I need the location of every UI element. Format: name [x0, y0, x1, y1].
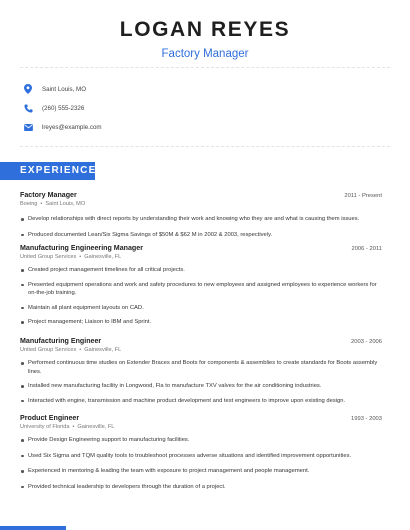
- job-bullet: Project management; Liaison to IBM and Sprint.: [20, 318, 382, 327]
- job-bullet: Provide Design Engineering support to manufacturing facilities.: [20, 436, 382, 445]
- job-entry: Manufacturing Engineer 2003 - 2006 United Group Services • Gainesville, FL Performed continuous time studies on Extender Braces and Boots for components & assemblies to create standards for Boots assembly lines. Installed new manufacturing facility in Longwood, Fla to manufacture TXV valves for the air conditioning industries. Interacted with engine, transmission and machine product development and test engineers to improve upon existing design.: [20, 337, 382, 404]
- job-location: Gainesville, FL: [77, 424, 115, 430]
- job-bullet: Used Six Sigma and TQM quality tools to troubleshoot processes adverse situations and identified improvement opportunities.: [20, 452, 382, 461]
- job-entry: Factory Manager 2011 - Present Boeing • Saint Louis, MO Develop relationships with direct reports by understanding their work and knowing who they are and what is causing them issues. Produced documented Lean/Six Sigma Savings of $50M & $62 M in 2002 & 2003, respectively.: [20, 191, 382, 238]
- phone-icon: [23, 103, 33, 113]
- job-company: United Group Services: [20, 347, 77, 353]
- contact-info: [23, 80, 363, 137]
- job-bullet: Provided technical leadership to developers through the duration of a project.: [20, 483, 382, 492]
- job-location: Saint Louis, MO: [45, 201, 86, 207]
- contact-location-text: Saint Louis, MO: [42, 85, 87, 93]
- job-bullet: Presented equipment operations and work and safety procedures to new employees and assigned employees to experience workers for on-the-job training.: [20, 281, 382, 298]
- job-dates: 2003 - 2006: [351, 339, 382, 345]
- job-location: Gainesville, FL: [84, 347, 122, 353]
- contact-email-text[interactable]: lreyes@example.com: [42, 123, 102, 131]
- job-bullet: Interacted with engine, transmission and machine product development and test engineers to improve upon existing design.: [20, 397, 382, 406]
- candidate-name: LOGAN REYES: [119, 18, 291, 41]
- contact-divider: [20, 146, 390, 147]
- job-title: Manufacturing Engineer: [20, 337, 102, 345]
- job-bullet: Installed new manufacturing facility in Longwood, Fla to manufacture TXV valves for the air conditioning industries.: [20, 382, 382, 391]
- section-accent-bar: [0, 526, 66, 530]
- job-bullet: Maintain all plant equipment layouts on CAD.: [20, 304, 382, 313]
- header-divider: [20, 67, 390, 68]
- job-title: Manufacturing Engineering Manager: [20, 244, 143, 252]
- job-company: University of Florida: [20, 424, 70, 430]
- resume-header: [0, 18, 410, 61]
- job-title: Factory Manager: [20, 191, 77, 199]
- job-company: Boeing: [20, 201, 38, 207]
- job-dates: 1993 - 2003: [351, 416, 382, 422]
- candidate-title: Factory Manager: [161, 48, 249, 60]
- envelope-icon: [23, 122, 33, 132]
- job-location: Gainesville, FL: [84, 254, 122, 260]
- location-pin-icon: [23, 84, 33, 94]
- contact-phone-text: (260) 555-2326: [42, 104, 85, 112]
- contact-location: [23, 80, 363, 98]
- job-bullet: Develop relationships with direct reports by understanding their work and knowing who they are and what is causing them issues.: [20, 215, 382, 224]
- experience-heading: EXPERIENCE: [0, 162, 95, 180]
- job-bullet: Performed continuous time studies on Extender Braces and Boots for components & assemblies to create standards for Boots assembly lines.: [20, 359, 382, 376]
- job-title: Product Engineer: [20, 414, 80, 422]
- job-bullet: Produced documented Lean/Six Sigma Savings of $50M & $62 M in 2002 & 2003, respectively.: [20, 231, 382, 240]
- job-dates: 2011 - Present: [344, 193, 382, 199]
- job-bullet: Created project management timelines for all critical projects.: [20, 266, 382, 275]
- contact-phone: [23, 99, 363, 117]
- job-entry: Product Engineer 1993 - 2003 University of Florida • Gainesville, FL Provide Design Engineering support to manufacturing facilities. Used Six Sigma and TQM quality tools to troubleshoot processes adverse situations and identified improvement opportunities. Experienced in mentoring & leading the team with exposure to project management and people management. Provided technical leadership to developers through the duration of a project.: [20, 414, 382, 490]
- contact-email[interactable]: [23, 118, 363, 136]
- job-dates: 2006 - 2011: [351, 246, 382, 252]
- job-entry: Manufacturing Engineering Manager 2006 - 2011 United Group Services • Gainesville, FL Created project management timelines for all critical projects. Presented equipment operations and work and safety procedures to new employees and assigned employees to experience workers for on-the-job training. Maintain all plant equipment layouts on CAD. Project management; Liaison to IBM and Sprint.: [20, 244, 382, 325]
- job-company: United Group Services: [20, 254, 77, 260]
- job-bullet: Experienced in mentoring & leading the team with exposure to project management and people management.: [20, 467, 382, 476]
